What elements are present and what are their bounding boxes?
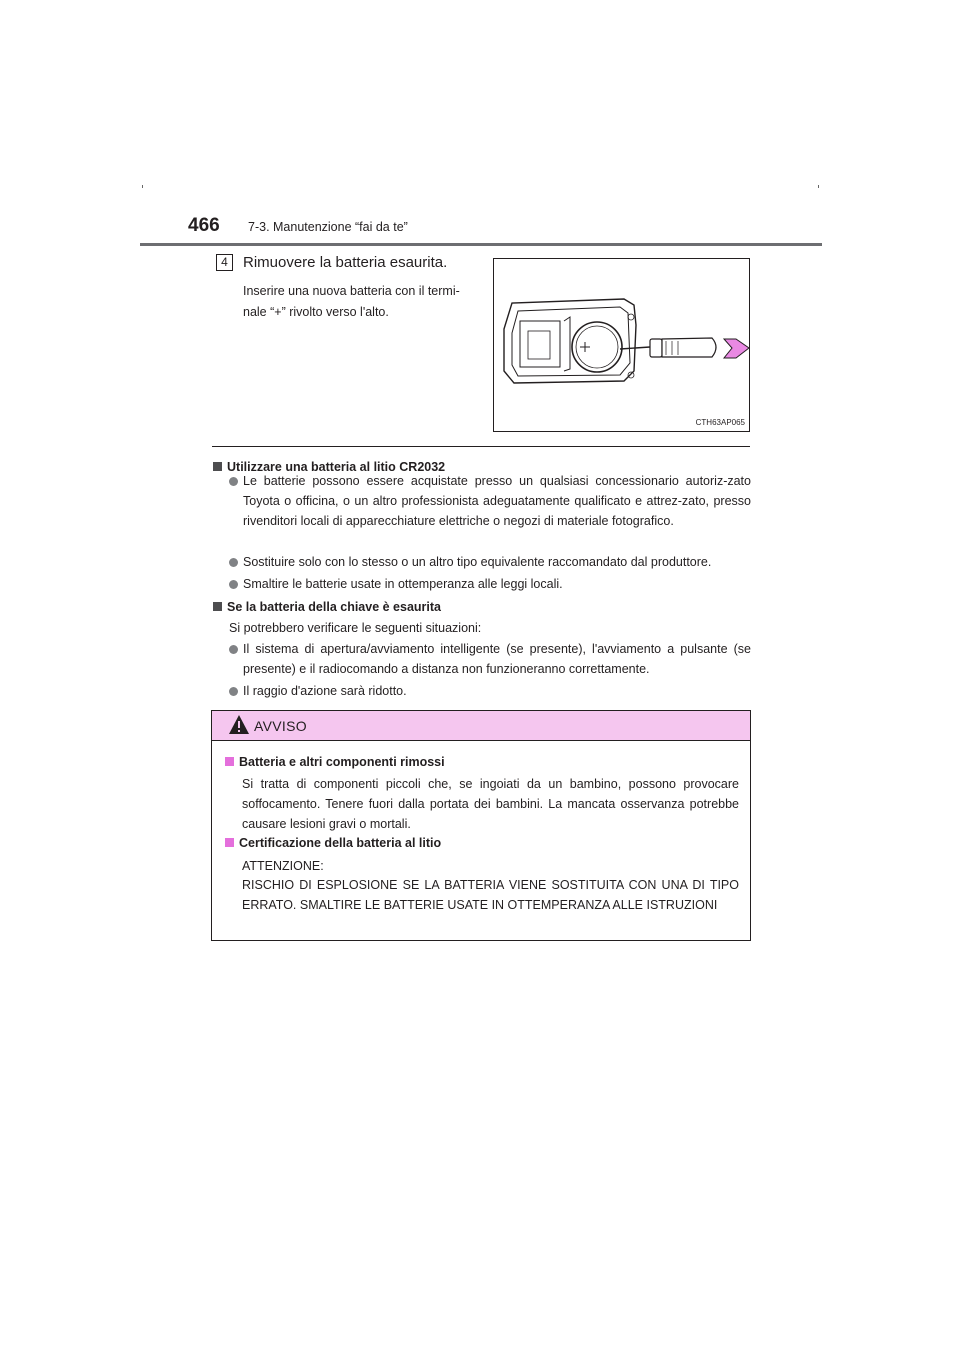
warning-title: AVVISO <box>254 718 307 734</box>
square-bullet-icon <box>225 838 234 847</box>
step-title: Rimuovere la batteria esaurita. <box>243 254 448 271</box>
warning-text-removed-parts: Si tratta di componenti piccoli che, se ingoiati da un bambino, possono provocare soffocamento. Tenere fuori dalla portata dei bambini. La mancata osservanza potrebbe causare lesioni gravi o mortali. <box>242 777 739 831</box>
note-heading-battery-depleted: Se la batteria della chiave è esaurita <box>213 600 441 614</box>
header-rule <box>140 243 822 246</box>
section-separator <box>212 446 750 447</box>
note-bullet-text: Le batterie possono essere acquistate presso un qualsiasi concessionario autoriz-zato Toyota o officina, o un altro professionista adeguatamente qualificato e attrez-zato, presso rivenditori locali di apparecchiature elettriche o negozi di materiale fotografico. <box>243 474 751 528</box>
battery-removal-illustration <box>493 258 750 432</box>
note-heading-battery-type: Utilizzare una batteria al litio CR2032 <box>213 460 445 474</box>
note-bullet-text: Smaltire le batterie usate in ottemperanza alle leggi locali. <box>243 577 563 591</box>
page-number: 466 <box>188 215 220 236</box>
note-bullet-text: Il raggio d'azione sarà ridotto. <box>243 684 407 698</box>
square-bullet-icon <box>225 757 234 766</box>
note-bullet-text: Sostituire solo con lo stesso o un altro tipo equivalente raccomandato dal produttore. <box>243 555 712 569</box>
note-bullet-text: Il sistema di apertura/avviamento intelligente (se presente), l'avviamento a pulsante (se presente) e il radiocomando a distanza non funzioneranno correttamente. <box>243 642 751 676</box>
step-text: Inserire una nuova batteria con il termi-nale “+” rivolto verso l'alto. <box>243 284 460 319</box>
figure-code: CTH63AP065 <box>695 418 745 427</box>
square-bullet-icon <box>213 462 222 471</box>
bullet-dot-icon <box>229 477 238 486</box>
bullet-dot-icon <box>229 580 238 589</box>
warning-header <box>212 711 750 741</box>
key-battery-drawing <box>494 259 749 431</box>
step-number-badge: 4 <box>216 254 233 271</box>
bullet-dot-icon <box>229 558 238 567</box>
section-title: 7-3. Manutenzione “fai da te” <box>248 220 408 234</box>
warning-box <box>211 710 751 941</box>
warning-triangle-icon <box>228 714 250 735</box>
crop-mark-right <box>818 185 819 188</box>
warning-explosion-risk-text: RISCHIO DI ESPLOSIONE SE LA BATTERIA VIENE SOSTITUITA CON UNA DI TIPO ERRATO. SMALTIRE LE BATTERIE USATE IN OTTEMPERANZA ALLE ISTRUZIONI <box>242 878 739 912</box>
note-intro-text: Si potrebbero verificare le seguenti situazioni: <box>229 621 482 635</box>
bullet-dot-icon <box>229 645 238 654</box>
crop-mark-left <box>142 185 143 188</box>
warning-heading-removed-parts: Batteria e altri componenti rimossi <box>225 755 445 769</box>
square-bullet-icon <box>213 602 222 611</box>
warning-heading-lithium-certification: Certificazione della batteria al litio <box>225 836 441 850</box>
bullet-dot-icon <box>229 687 238 696</box>
warning-attention-label: ATTENZIONE: <box>242 859 324 873</box>
